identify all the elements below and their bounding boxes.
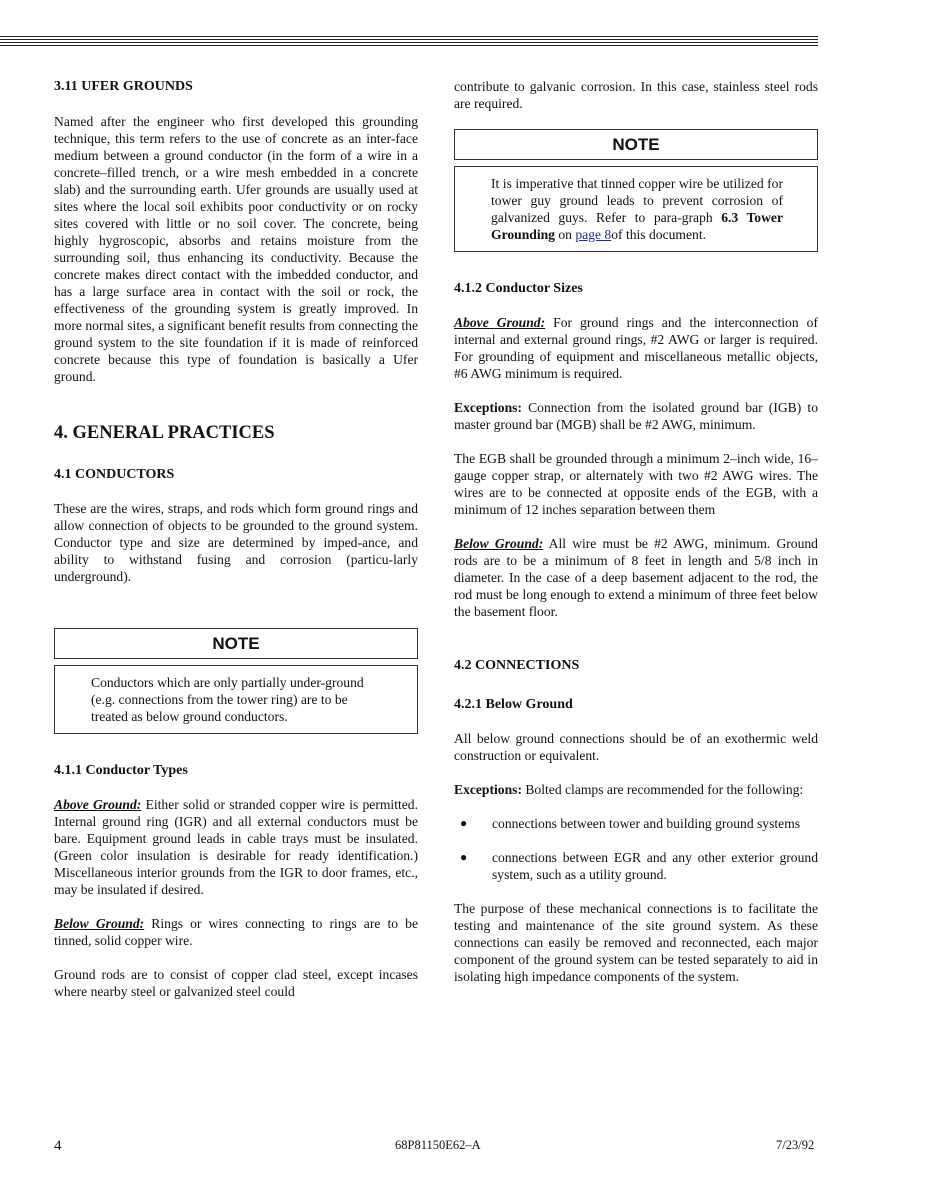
egb-paragraph: The EGB shall be grounded through a minimum 2–inch wide, 16–gauge copper strap, or alternately with two #2 AWG wires. The wires are to be connected at opposite ends of the EGB, with a minimum of 12 inches separation between them bbox=[454, 451, 818, 517]
footer-doc-id: 68P81150E62–A bbox=[395, 1138, 481, 1152]
exceptions-label: Exceptions: bbox=[454, 782, 522, 797]
note-title: NOTE bbox=[454, 129, 818, 160]
note-body: Conductors which are only partially under-ground (e.g. connections from the tower ring) are to be treated as below ground conductors. bbox=[91, 675, 364, 724]
note-reference: 6.3 Tower Grounding bbox=[491, 210, 783, 242]
left-column bbox=[54, 78, 418, 1000]
section-4-2-1-paragraph: All below ground connections should be of an exothermic weld construction or equivalent. bbox=[454, 731, 818, 763]
list-item: ● connections between tower and building ground systems bbox=[454, 815, 818, 832]
note-text-2: on bbox=[554, 227, 576, 242]
above-ground-sizes-paragraph bbox=[454, 314, 818, 382]
above-ground-text: Either solid or stranded copper wire is permitted. Internal ground ring (IGR) and all external conductors must be bare. Equipment ground leads in cable trays must be insulated. (Green color insulation is desirable for ready identification.) Miscellaneous interior grounds from the IGR to door frames, etc., may be insulated if desired. bbox=[54, 797, 418, 897]
section-4-heading: 4. GENERAL PRACTICES bbox=[54, 423, 275, 443]
above-ground-text: For ground rings and the interconnection of internal and external ground rings, #2 AWG or larger is required. For grounding of equipment and miscellaneous metallic objects, #6 AWG minimum is required. bbox=[454, 315, 818, 381]
note-title: NOTE bbox=[54, 628, 418, 659]
below-ground-text: All wire must be #2 AWG, minimum. Ground rods are to be a minimum of 8 feet in length and 5/8 inch in diameter. In the case of a deep basement adjacent to the rod, the rod must be long enough to extend a minimum of three feet below the basement floor. bbox=[454, 536, 818, 619]
header-rules bbox=[0, 36, 818, 48]
note-text-1: It is imperative that tinned copper wire be utilized for tower guy ground leads to prevent corrosion of galvanized guys. Refer to para-graph bbox=[491, 176, 783, 225]
note-box-conductors bbox=[54, 628, 418, 734]
section-3-11-paragraph: Named after the engineer who first developed this grounding technique, this term refers to the use of concrete as an inter-face medium between a ground conductor (in the form of a wire in a concrete–filled trench, or a wire mesh embedded in a concrete slab) and the surrounding earth. Ufer grounds are usually used at sites where the local soil exhibits poor conductivity or on rocky sites covered with little or no soil cover. The concrete, being highly hygroscopic, absorbs and retains moisture from the surrounding soil, thus enhancing its conductivity. Because the concrete makes direct contact with the imbedded conductor, and has a large surface area in contact with the soil or rock, the effectiveness of the grounding system is greatly improved. In more normal sites, a significant benefit results from connecting the ground system to the site foundation if it is made of reinforced concrete because this type of foundation is basically a Ufer ground. bbox=[54, 114, 418, 384]
footer-page-number: 4 bbox=[54, 1138, 62, 1154]
note-box-tinned-wire bbox=[454, 129, 818, 252]
list-item: ● connections between EGR and any other exterior ground system, such as a utility ground. bbox=[454, 849, 818, 883]
above-ground-paragraph bbox=[54, 796, 418, 898]
section-4-1-1-heading: 4.1.1 Conductor Types bbox=[54, 763, 188, 778]
section-4-1-paragraph: These are the wires, straps, and rods which form ground rings and allow connection of objects to be grounded to the ground system. Conductor type and size are determined by imped-ance, and ability to withstand fusing and corrosion (particu-larly underground). bbox=[54, 501, 418, 584]
section-3-11-heading: 3.11 UFER GROUNDS bbox=[54, 79, 193, 94]
exceptions-paragraph bbox=[454, 399, 818, 433]
ground-rods-paragraph: Ground rods are to consist of copper clad steel, except incases where nearby steel or galvanized steel could bbox=[54, 967, 418, 999]
below-ground-paragraph bbox=[54, 915, 418, 949]
exceptions-2-paragraph bbox=[454, 781, 818, 798]
below-ground-label: Below Ground: bbox=[54, 916, 145, 931]
above-ground-label: Above Ground: bbox=[54, 797, 142, 812]
continued-paragraph: contribute to galvanic corrosion. In this case, stainless steel rods are required. bbox=[454, 79, 818, 111]
note-text-3: of this document. bbox=[611, 227, 706, 242]
below-ground-sizes-paragraph bbox=[454, 535, 818, 620]
purpose-paragraph: The purpose of these mechanical connections is to facilitate the testing and maintenance of the site ground system. As these connections can easily be removed and reconnected, each major component of the ground system can be tested separately to aid in isolating high impedance components of the system. bbox=[454, 901, 818, 984]
section-4-1-heading: 4.1 CONDUCTORS bbox=[54, 467, 175, 482]
exceptions-list bbox=[454, 815, 818, 883]
below-ground-label: Below Ground: bbox=[454, 536, 544, 551]
exceptions-label: Exceptions: bbox=[454, 400, 522, 415]
below-ground-text: Rings or wires connecting to rings are to be tinned, solid copper wire. bbox=[54, 916, 418, 948]
exceptions-text: Connection from the isolated ground bar (IGB) to master ground bar (MGB) shall be #2 AWG, minimum. bbox=[454, 400, 818, 432]
section-4-2-heading: 4.2 CONNECTIONS bbox=[454, 658, 580, 673]
note-body bbox=[491, 175, 783, 243]
page-link[interactable]: page 8 bbox=[575, 227, 612, 242]
exceptions-text: Bolted clamps are recommended for the following: bbox=[521, 782, 804, 797]
section-4-1-2-heading: 4.1.2 Conductor Sizes bbox=[454, 281, 583, 296]
section-4-2-1-heading: 4.2.1 Below Ground bbox=[454, 697, 573, 712]
above-ground-label: Above Ground: bbox=[454, 315, 546, 330]
right-column bbox=[454, 78, 818, 985]
footer-date: 7/23/92 bbox=[776, 1138, 815, 1152]
